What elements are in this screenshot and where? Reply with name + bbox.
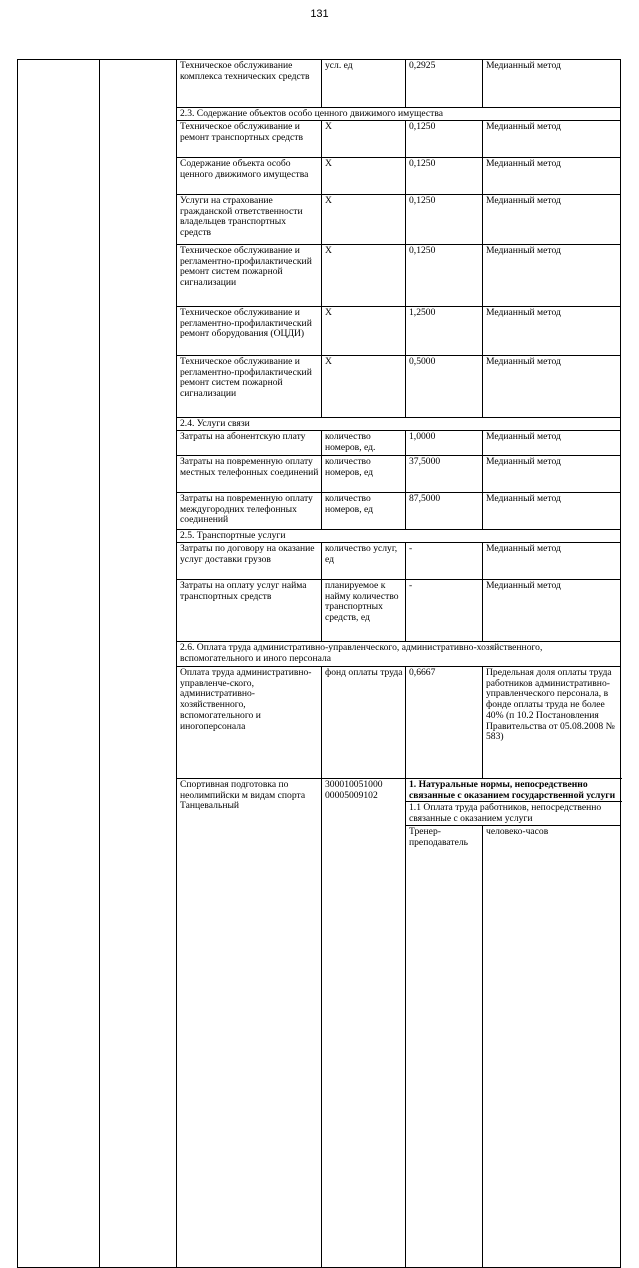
service-name-cell [18, 60, 100, 1268]
norms-table [17, 59, 621, 1268]
cost-name: Затраты на абонентскую плату [177, 431, 322, 456]
unit: Х [322, 158, 406, 195]
section-1-1-heading: 1.1 Оплата труда работников, непосредственно связанные с оказанием услуги [406, 802, 621, 825]
cost-name: Техническое обслуживание и регламентно-профилактический ремонт систем пожарной сигнализации [177, 245, 322, 307]
cost-name: Затраты на оплату услуг найма транспортных средств [177, 580, 322, 642]
method: Медианный метод [483, 456, 621, 493]
norm-value: 0,6667 [406, 667, 483, 779]
norm-value: - [406, 543, 483, 580]
cost-name: Содержание объекта особо ценного движимого имущества [177, 158, 322, 195]
method: Медианный метод [483, 158, 621, 195]
unit: Х [322, 121, 406, 158]
cost-name: Услуги на страхование гражданской ответственности владельцев транспортных средств [177, 195, 322, 245]
cost-name: Техническое обслуживание и ремонт транспортных средств [177, 121, 322, 158]
norm-value: 0,5000 [406, 356, 483, 418]
norm-value: 0,1250 [406, 121, 483, 158]
section-1-heading: 1. Натуральные нормы, непосредственно связанные с оказанием государственной услуги [406, 779, 621, 802]
unit: фонд оплаты труда [322, 667, 406, 779]
norm-value: - [406, 580, 483, 642]
method: Медианный метод [483, 195, 621, 245]
unit: Х [322, 356, 406, 418]
table-row [18, 60, 621, 108]
method: Медианный метод [483, 356, 621, 418]
service-code-cell [100, 60, 177, 1268]
norm-value: 1,2500 [406, 307, 483, 356]
unit: Х [322, 307, 406, 356]
unit: количество номеров, ед [322, 493, 406, 530]
section-2-4-heading: 2.4. Услуги связи [177, 418, 621, 431]
method: Медианный метод [483, 493, 621, 530]
norm-value: 0,1250 [406, 158, 483, 195]
unit: планируемое к найму количество транспортных средств, ед [322, 580, 406, 642]
norm-value: 0,1250 [406, 245, 483, 307]
norm-value: 37,5000 [406, 456, 483, 493]
method: Медианный метод [483, 431, 621, 456]
unit: человеко-часов [483, 825, 621, 1267]
method: Медианный метод [483, 245, 621, 307]
method: Медианный метод [483, 307, 621, 356]
norm-value: 87,5000 [406, 493, 483, 530]
method: Медианный метод [483, 60, 621, 108]
norm-value: 0,1250 [406, 195, 483, 245]
norm-value: 0,2925 [406, 60, 483, 108]
method: Предельная доля оплаты труда работников административно-управленческого персонала, в фонде оплаты труда не более 40% (п 10.2 Постановления Правительства от 05.08.2008 № 583) [483, 667, 621, 779]
unit: Х [322, 245, 406, 307]
cost-name: Затраты по договору на оказание услуг доставки грузов [177, 543, 322, 580]
cost-name: Техническое обслуживание и регламентно-профилактический ремонт оборудования (ОЦДИ) [177, 307, 322, 356]
unit: Х [322, 195, 406, 245]
method: Медианный метод [483, 543, 621, 580]
section-2-3-heading: 2.3. Содержание объектов особо ценного движимого имущества [177, 108, 621, 121]
cost-name: Затраты на повременную оплату междугородних телефонных соединений [177, 493, 322, 530]
cost-name: Затраты на повременную оплату местных телефонных соединений [177, 456, 322, 493]
cost-name: Техническое обслуживание и регламентно-профилактический ремонт систем пожарной сигнализации [177, 356, 322, 418]
method: Медианный метод [483, 121, 621, 158]
service-name: Спортивная подготовка по неолимпийски м видам спорта Танцевальный [177, 779, 322, 1268]
section-2-5-heading: 2.5. Транспортные услуги [177, 530, 621, 543]
cost-name: Оплата труда административно-управленче-ского, административно-хозяйственного, вспомогательного и иногоперсонала [177, 667, 322, 779]
section-2-6-heading: 2.6. Оплата труда административно-управленческого, административно-хозяйственного, вспомогательного и иного персонала [177, 642, 621, 667]
cost-name: Тренер-преподаватель [406, 825, 483, 1267]
unit: усл. ед [322, 60, 406, 108]
page-number: 131 [310, 8, 329, 20]
unit: количество номеров, ед [322, 456, 406, 493]
service-code: 300010051000 00005009102 [322, 779, 406, 1268]
unit: количество номеров, ед. [322, 431, 406, 456]
method: Медианный метод [483, 580, 621, 642]
cost-name: Техническое обслуживание комплекса технических средств [177, 60, 322, 108]
norm-value: 1,0000 [406, 431, 483, 456]
unit: количество услуг, ед [322, 543, 406, 580]
